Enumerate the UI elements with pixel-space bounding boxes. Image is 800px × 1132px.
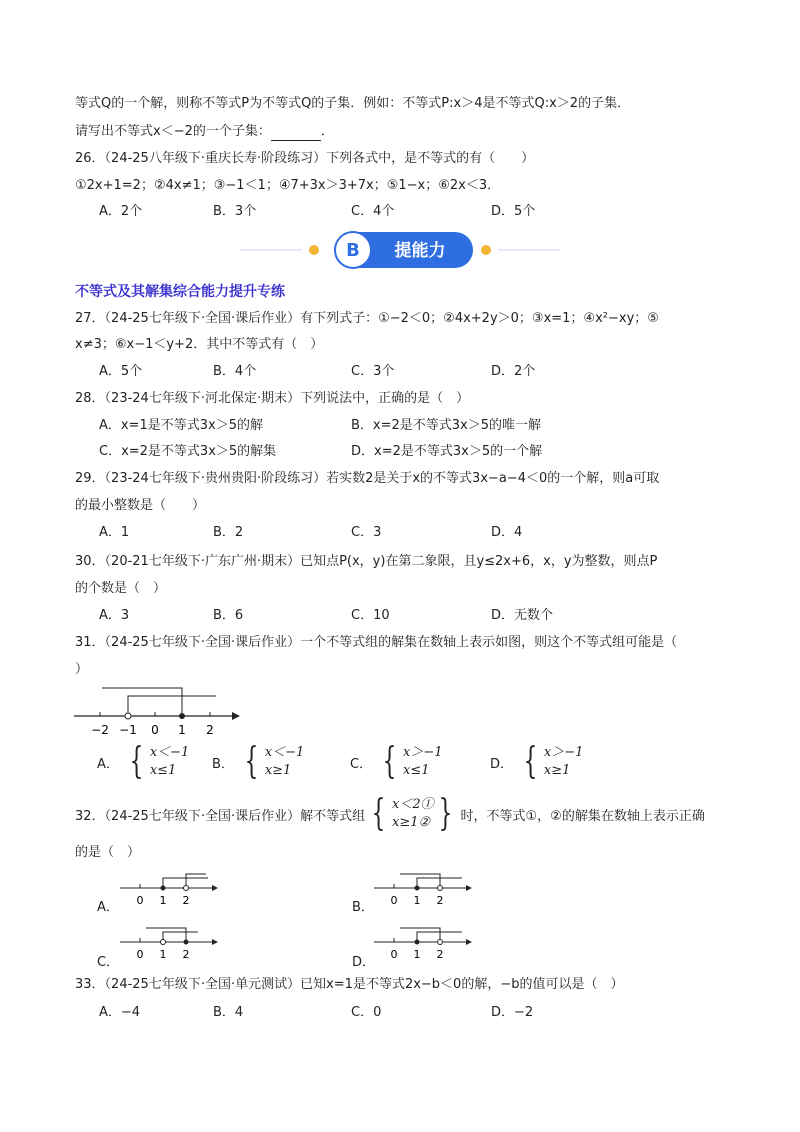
q27-options xyxy=(75,363,725,381)
q31-option-d-label: D． xyxy=(490,756,514,772)
q32-line1: 32．（24-25七年级下·全国·课后作业）解不等式组 { x＜2① x≥1② } 时，不等式①，②的解集在数轴上表示正确 xyxy=(75,793,705,834)
q26-option-b[interactable]: B．3个 xyxy=(213,204,257,219)
q27-option-d[interactable]: D．2个 xyxy=(491,364,536,379)
q26-options xyxy=(75,203,725,221)
q26-option-c[interactable]: C．4个 xyxy=(351,204,395,219)
q31-line1: 31．（24-25七年级下·全国·课后作业）一个不等式组的解集在数轴上表示如图，则这个不等式组可能是（ xyxy=(75,635,678,650)
svg-text:0: 0 xyxy=(136,894,144,907)
q31-number-line xyxy=(72,684,242,740)
q29-option-b[interactable]: B．2 xyxy=(213,525,244,540)
q29-option-a[interactable]: A．1 xyxy=(99,525,130,540)
q28-option-a[interactable]: A．x=1是不等式3x＞5的解 xyxy=(99,418,263,433)
q29-options xyxy=(75,524,725,542)
q32-option-d-number-line xyxy=(372,926,477,962)
q28-option-b[interactable]: B．x=2是不等式3x＞5的唯一解 xyxy=(351,418,542,433)
q33-option-a[interactable]: A．−4 xyxy=(99,1005,141,1020)
q28-options-row1 xyxy=(75,417,725,435)
q29-line1: 29．（23-24七年级下·贵州贵阳·阶段练习）若实数2是关于x的不等式3x−a−4＜0的一个解，则a可取 xyxy=(75,471,660,486)
svg-text:2: 2 xyxy=(436,894,444,907)
q31-c-row1: x＞−1 xyxy=(402,745,443,760)
q32-option-d-label[interactable]: D． xyxy=(352,955,376,970)
q26-items: ①2x+1=2；②4x≠1；③−1＜1；④7+3x＞3+7x；⑤1−x；⑥2x＜3． xyxy=(75,178,501,193)
q25-line1: 等式Q的一个解，则称不等式P为不等式Q的子集．例如：不等式P:x＞4是不等式Q:x＞2的子集． xyxy=(75,96,631,111)
q27-line1: 27．（24-25七年级下·全国·课后作业）有下列式子：①−2＜0；②4x+2y＞0；③x=1；④x²−xy；⑤ xyxy=(75,311,659,326)
svg-text:1: 1 xyxy=(159,894,167,907)
q31-a-row1: x＜−1 xyxy=(149,745,190,760)
q32-sys-row1: x＜2① xyxy=(392,797,434,812)
q30-option-d[interactable]: D．无数个 xyxy=(491,608,554,623)
q33-stem: 33．（24-25七年级下·全国·单元测试）已知x=1是不等式2x−b＜0的解，−b的值可以是（ ） xyxy=(75,977,624,992)
banner-left-dot xyxy=(309,245,319,255)
axis-arrow-icon xyxy=(212,885,218,891)
axis-label: 1 xyxy=(178,723,186,737)
q31-option-b[interactable]: B． { x＜−1 x≥1 xyxy=(212,741,305,782)
q25-line2 xyxy=(75,123,334,141)
q31-d-row1: x＞−1 xyxy=(543,745,584,760)
axis-arrow-icon xyxy=(466,939,472,945)
q33-option-d[interactable]: D．−2 xyxy=(491,1005,534,1020)
axis-label: 2 xyxy=(206,723,214,737)
q30-line1: 30．（20-21七年级下·广东广州·期末）已知点P(x，y)在第二象限，且y≤2x+6，x，y为整数，则点P xyxy=(75,554,658,569)
q31-option-a-label: A． xyxy=(97,756,119,772)
q31-a-row2: x≤1 xyxy=(149,763,177,778)
axis-label: 0 xyxy=(151,723,159,737)
q26-option-a[interactable]: A．2个 xyxy=(99,204,143,219)
svg-text:2: 2 xyxy=(436,948,444,961)
axis-label: −1 xyxy=(119,723,137,737)
svg-text:1: 1 xyxy=(159,948,167,961)
axis-arrow-icon xyxy=(232,712,240,720)
q27-option-c[interactable]: C．3个 xyxy=(351,364,395,379)
q31-option-b-label: B． xyxy=(212,756,234,772)
banner-letter: B xyxy=(346,240,360,261)
section-banner xyxy=(240,228,560,272)
axis-arrow-icon xyxy=(466,885,472,891)
q30-option-a[interactable]: A．3 xyxy=(99,608,130,623)
q33-options xyxy=(75,1004,725,1022)
solid-dot xyxy=(179,713,185,719)
q32-option-c-label[interactable]: C． xyxy=(97,955,120,970)
q30-line2: 的个数是（ ） xyxy=(75,581,167,596)
q31-option-c-label: C． xyxy=(350,756,373,772)
axis-label: −2 xyxy=(91,723,109,737)
q31-line2: ） xyxy=(75,662,89,677)
q26-stem: 26．（24-25八年级下·重庆长寿·阶段练习）下列各式中，是不等式的有（ ） xyxy=(75,151,535,166)
q32-sys-row2: x≥1② xyxy=(392,815,431,830)
section-title: 不等式及其解集综合能力提升专练 xyxy=(75,284,285,300)
q31-c-row2: x≤1 xyxy=(402,763,430,778)
q31-d-row2: x≥1 xyxy=(543,763,571,778)
q26-option-d[interactable]: D．5个 xyxy=(491,204,536,219)
q33-option-b[interactable]: B．4 xyxy=(213,1005,244,1020)
q30-option-c[interactable]: C．10 xyxy=(351,608,390,623)
q32-stem-pre: 32．（24-25七年级下·全国·课后作业）解不等式组 xyxy=(75,808,366,824)
q33-option-c[interactable]: C．0 xyxy=(351,1005,382,1020)
svg-text:0: 0 xyxy=(390,894,398,907)
q32-line2: 的是（ ） xyxy=(75,845,141,860)
banner-text: 提能力 xyxy=(394,241,446,261)
q27-option-b[interactable]: B．4个 xyxy=(213,364,257,379)
q28-stem: 28．（23-24七年级下·河北保定·期末）下列说法中，正确的是（ ） xyxy=(75,391,470,406)
q31-b-row1: x＜−1 xyxy=(264,745,305,760)
q28-options-row2 xyxy=(75,443,725,461)
q27-option-a[interactable]: A．5个 xyxy=(99,364,143,379)
q30-option-b[interactable]: B．6 xyxy=(213,608,244,623)
q32-stem-post: 时，不等式①，②的解集在数轴上表示正确 xyxy=(460,808,705,824)
q28-option-d[interactable]: D．x=2是不等式3x＞5的一个解 xyxy=(351,444,543,459)
q27-line2: x≠3；⑥x−1＜y+2．其中不等式有（ ） xyxy=(75,337,324,352)
open-dot xyxy=(125,713,131,719)
q25-line2-end: ． xyxy=(320,124,334,139)
banner-right-dot xyxy=(481,245,491,255)
svg-text:2: 2 xyxy=(182,948,190,961)
svg-text:1: 1 xyxy=(413,894,421,907)
q28-option-c[interactable]: C．x=2是不等式3x＞5的解集 xyxy=(99,444,277,459)
q25-line2-text: 请写出不等式x＜−2的一个子集： xyxy=(75,124,271,139)
q32-option-b-number-line xyxy=(372,872,477,908)
q32-option-a-label[interactable]: A． xyxy=(97,900,119,915)
q29-line2: 的最小整数是（ ） xyxy=(75,498,206,513)
q29-option-d[interactable]: D．4 xyxy=(491,525,523,540)
q31-option-a[interactable]: A． { x＜−1 x≤1 xyxy=(97,741,190,782)
answer-blank[interactable] xyxy=(271,127,321,141)
q31-option-d[interactable]: D． { x＞−1 x≥1 xyxy=(490,741,584,782)
q32-option-c-number-line xyxy=(118,926,223,962)
axis-arrow-icon xyxy=(212,939,218,945)
q32-option-a-number-line xyxy=(118,872,223,908)
svg-text:0: 0 xyxy=(390,948,398,961)
q32-option-b-label[interactable]: B． xyxy=(352,900,374,915)
range-bracket-right xyxy=(128,696,216,716)
range-bracket-left xyxy=(102,688,182,716)
q31-b-row2: x≥1 xyxy=(264,763,292,778)
q31-option-c[interactable]: C． { x＞−1 x≤1 xyxy=(350,741,443,782)
q29-option-c[interactable]: C．3 xyxy=(351,525,382,540)
svg-text:1: 1 xyxy=(413,948,421,961)
svg-text:2: 2 xyxy=(182,894,190,907)
svg-text:0: 0 xyxy=(136,948,144,961)
q30-options xyxy=(75,607,725,625)
